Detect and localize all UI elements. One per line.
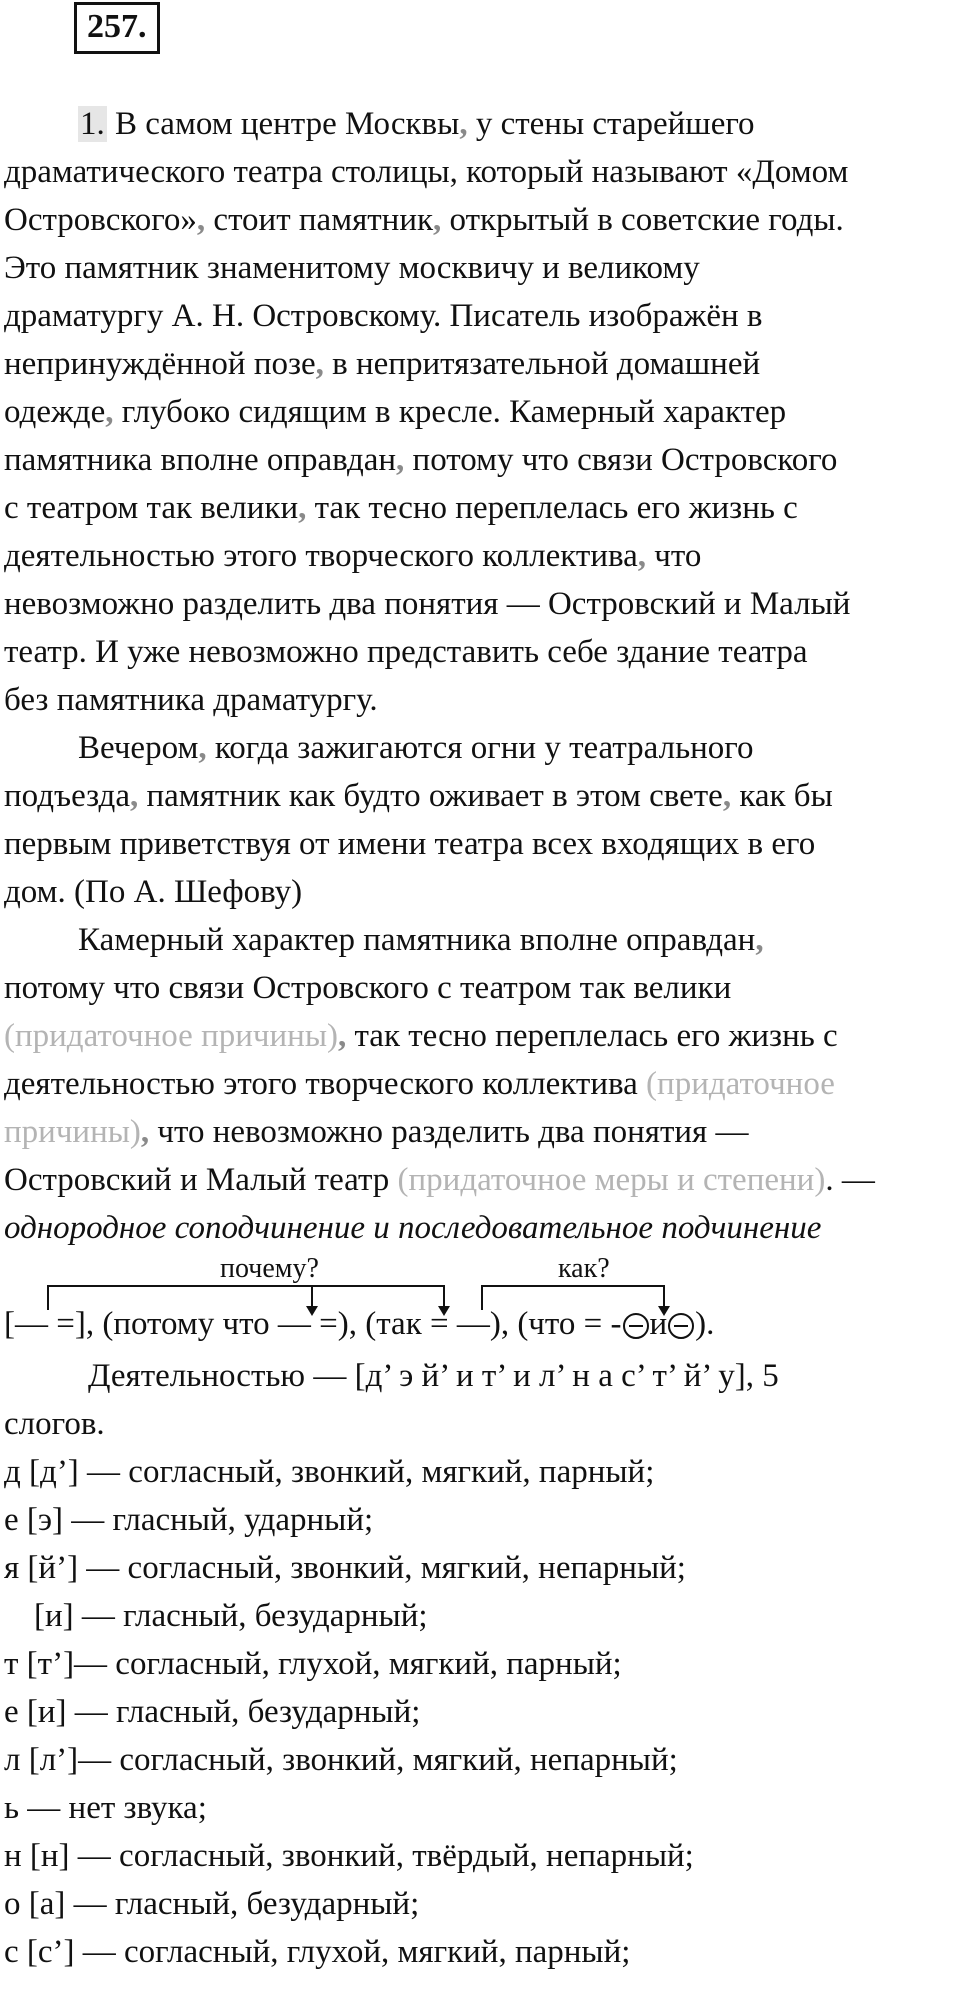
text-line: театр. И уже невозможно представить себе здание театра bbox=[4, 634, 808, 670]
clause-note: причины) bbox=[4, 1114, 141, 1150]
phonetic-row: с [с’] — согласный, глухой, мягкий, парный; bbox=[4, 1934, 631, 1970]
text-line: деятельностью этого творческого коллектива, что bbox=[4, 538, 702, 574]
schema-formula: [— =], (потому что — =), (так = —), (что = - и ). bbox=[4, 1306, 715, 1342]
circle-dash-icon bbox=[623, 1313, 649, 1339]
phonetic-row: я [й’] — согласный, звонкий, мягкий, непарный; bbox=[4, 1550, 686, 1586]
document-body bbox=[4, 100, 956, 1976]
text-line: невозможно разделить два понятия — Островский и Малый bbox=[4, 586, 851, 622]
clause-note: (придаточное меры и степени) bbox=[397, 1162, 826, 1198]
text-line: Это памятник знаменитому москвичу и великому bbox=[4, 250, 700, 286]
analysis-line: потому что связи Островского с театром так велики bbox=[4, 970, 732, 1006]
sentence-number: 1. bbox=[80, 106, 105, 142]
phonetic-row: [и] — гласный, безударный; bbox=[34, 1598, 428, 1634]
text-line: дом. (По А. Шефову) bbox=[4, 874, 303, 910]
phonetic-row: н [н] — согласный, звонкий, твёрдый, непарный; bbox=[4, 1838, 694, 1874]
schema-question-2: как? bbox=[558, 1253, 610, 1284]
syllable-count: слогов. bbox=[4, 1406, 105, 1442]
phonetic-header: Деятельностью — [д’ э й’ и т’ и л’ н а с’ т’ й’ у], 5 bbox=[88, 1358, 779, 1394]
analysis-line: деятельностью этого творческого коллектива (придаточное bbox=[4, 1066, 835, 1102]
text-line: Вечером, когда зажигаются огни у театрального bbox=[78, 730, 754, 766]
analysis-line: причины), что невозможно разделить два понятия — bbox=[4, 1114, 749, 1150]
text-line: одежде, глубоко сидящим в кресле. Камерный характер bbox=[4, 394, 787, 430]
phonetic-row: т [т’]— согласный, глухой, мягкий, парный; bbox=[4, 1646, 622, 1682]
task-number: 257. bbox=[74, 2, 160, 54]
analysis-conclusion: однородное соподчинение и последовательное подчинение bbox=[4, 1210, 822, 1246]
phonetic-row: е [э] — гласный, ударный; bbox=[4, 1502, 374, 1538]
text-line: памятника вполне оправдан, потому что связи Островского bbox=[4, 442, 838, 478]
circle-dash-icon bbox=[668, 1313, 694, 1339]
phonetic-row: о [а] — гласный, безударный; bbox=[4, 1886, 420, 1922]
analysis-line: Островский и Малый театр (придаточное меры и степени). — bbox=[4, 1162, 875, 1198]
text-line: первым приветствуя от имени театра всех входящих в его bbox=[4, 826, 816, 862]
analysis-line: (придаточное причины), так тесно переплелась его жизнь с bbox=[4, 1018, 838, 1054]
text-line: подъезда, памятник как будто оживает в этом свете, как бы bbox=[4, 778, 833, 814]
text-line: с театром так велики, так тесно переплелась его жизнь с bbox=[4, 490, 798, 526]
schema-question-1: почему? bbox=[220, 1253, 319, 1284]
text-line: драматургу А. Н. Островскому. Писатель изображён в bbox=[4, 298, 763, 334]
text-line: без памятника драматургу. bbox=[4, 682, 378, 718]
sentence-schema bbox=[4, 1252, 956, 1352]
clause-note: (придаточное причины) bbox=[4, 1018, 338, 1054]
text-line: непринуждённой позе, в непритязательной домашней bbox=[4, 346, 761, 382]
text-line: Островского», стоит памятник, открытый в советские годы. bbox=[4, 202, 844, 238]
text-line: драматического театра столицы, который называют «Домом bbox=[4, 154, 849, 190]
clause-note: (придаточное bbox=[646, 1066, 835, 1102]
analysis-line: Камерный характер памятника вполне оправдан, bbox=[78, 922, 764, 958]
phonetic-row: л [л’]— согласный, звонкий, мягкий, непарный; bbox=[4, 1742, 678, 1778]
text-line: 1. В самом центре Москвы, у стены старейшего bbox=[80, 106, 755, 142]
phonetic-row: ь — нет звука; bbox=[4, 1790, 207, 1826]
phonetic-row: д [д’] — согласный, звонкий, мягкий, парный; bbox=[4, 1454, 655, 1490]
phonetic-row: е [и] — гласный, безударный; bbox=[4, 1694, 421, 1730]
